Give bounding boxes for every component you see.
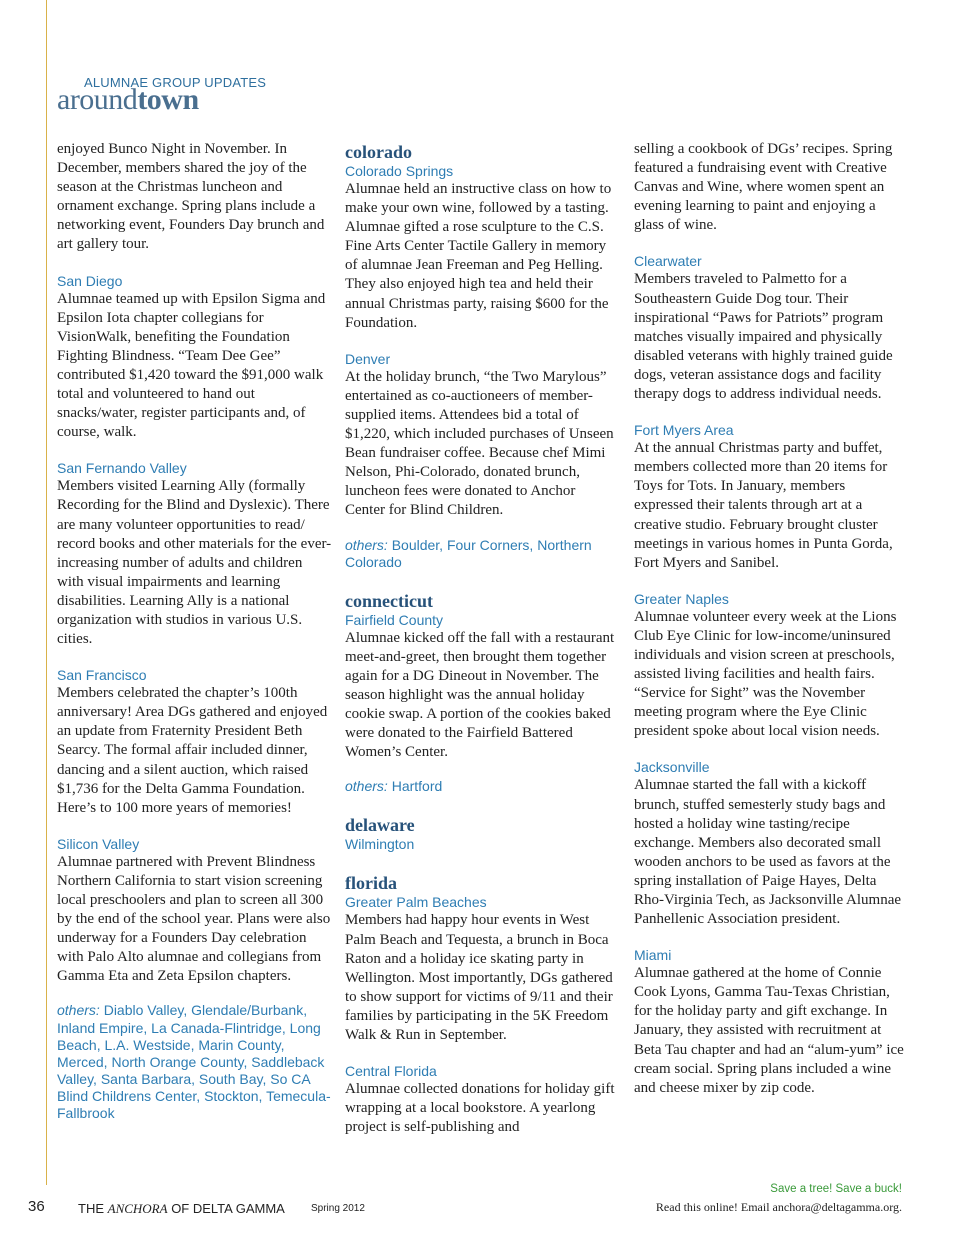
column-3 [634,140,906,1098]
others-list [57,1002,332,1122]
pub-pre: THE [78,1201,108,1216]
pub-post: OF DELTA GAMMA [167,1201,285,1216]
chapter-heading: Clearwater [634,253,702,270]
others-label: others: [345,536,388,553]
chapter-heading: Fort Myers Area [634,422,734,439]
chapter-text: Alumnae gathered at the home of Connie Cook Lyons, Gamma Tau-Texas Christian, for the holiday party and gift exchange. In January, they assisted with recruitment at Beta Tau chapter and had an “alum-yum” ice cream social. Spring plans included a wine and cheese mixer by zip code. [634,965,904,1096]
chapter-heading: Greater Naples [634,590,729,607]
chapter-text: Members had happy hour events in West Palm Beach and Tequesta, a brunch in Boca Raton and a holiday ice skating party in Wellington. Most importantly, DGs gathered to show support for victims of 9/11 and their families by participating in the 5K Freedom Walk & Run in September. [345,912,613,1043]
chapter-heading: Colorado Springs [345,163,454,179]
chapter-text: Members traveled to Palmetto for a Southeastern Guide Dog tour. Their inspirational “Paws for Patriots” program matches visually impaired and physically disabled veterans with highly trained guide dogs, veteran assistance dogs and facility therapy dogs to address individual needs. [634,271,893,403]
col1-intro: enjoyed Bunco Night in November. In December, members shared the joy of the season at the Christmas luncheon and ornament exchange. Spring plans include a networking event, Founders Day brunch and art gallery tour. [57,141,325,253]
others-text: Boulder, Four Corners, Northern Colorado [345,536,592,570]
title-bold: town [137,83,199,116]
chapter-text: Members celebrated the chapter’s 100th anniversary! Area DGs gathered and enjoyed an update from Fraternity President Beth Searcy. The formal affair included dinner, dancing and a silent auction, which raised $1,736 for the Delta Gamma Foundation. Here’s to 100 more years of memories! [57,685,328,816]
chapter-heading: Miami [634,947,672,964]
others-text: Diablo Valley, Glendale/Burbank, Inland Empire, La Canada-Flintridge, Long Beach, L.A. Westside, Marin County, Merced, North Orange County, Saddleback Valley, Santa Barbara, South Bay, So CA Blind Childrens Center, Stockton, Temecula-Fallbrook [57,1002,331,1122]
chapter-heading: Central Florida [345,1063,437,1080]
chapter-heading: Denver [345,350,391,367]
title-light: around [57,83,138,116]
state-heading-connecticut: connecticut [345,590,433,611]
section-kicker: ALUMNAE GROUP UPDATES [84,75,267,90]
chapter-text: Alumnae started the fall with a kickoff brunch, stuffed semesterly study bags and hosted a holiday wine tasting/recipe exchange. Members also decorated small wooden anchors to be used as favors at the spring installation of Paige Hayes, Delta Rho-Virginia Tech, as Jacksonville Alumnae Panhellenic Association president. [634,777,902,928]
read-online-note: Read this online! Email anchora@deltagamma.org. [655,1200,902,1214]
chapter-text: Alumnae kicked off the fall with a restaurant meet-and-greet, then brought them together again for a DG Dineout in November. The season highlight was the annual holiday cookie swap. A portion of the cookies baked were donated to the Fairfield Battered Women’s Center. [345,629,615,761]
chapter-heading: Greater Palm Beaches [345,894,487,911]
chapter-heading: San Francisco [57,667,147,684]
page-number: 36 [28,1198,45,1215]
chapter-heading: Jacksonville [634,759,710,776]
gold-rule [46,0,47,1185]
issue-date: Spring 2012 [311,1203,365,1214]
page-title [57,85,199,115]
column-1 [57,140,332,1122]
chapter-text: Alumnae volunteer every week at the Lions Club Eye Clinic for low-income/uninsured individuals and vision screen at preschools, assisted living facilities and health fairs. “Service for Sight” was the November meeting program where the Eye Clinic president spoke about local vision needs. [634,608,897,740]
save-tree-note: Save a tree! Save a buck! [770,1183,902,1195]
chapter-heading: San Diego [57,272,123,289]
chapter-heading: Fairfield County [345,611,444,628]
others-list [345,537,618,571]
col3-intro: selling a cookbook of DGs’ recipes. Spring featured a fundraising event with Creative Canvas and Wine, where women spent an evening learning to paint and enjoying a glass of wine. [634,141,893,234]
publication-name [78,1201,285,1217]
chapter-text: Alumnae collected donations for holiday gift wrapping at a local bookstore. A yearlong project is self-publishing and [345,1081,615,1136]
chapter-text: Alumnae partnered with Prevent Blindness Northern California to start vision screening local preschoolers and plan to screen all 300 by the end of the school year. Plans were also underway for a Founders Day celebration with Palo Alto alumnae and collegians from Gamma Eta and Zeta Epsilon chapters. [57,853,331,985]
others-text: Hartford [391,778,443,795]
chapter-text: Alumnae teamed up with Epsilon Sigma and Epsilon Iota chapter collegians for VisionWalk, benefiting the Foundation Fighting Blindness. “Team Dee Gee” contributed $1,420 toward the $91,000 walk total and volunteered to hand out snacks/water, register participants and, of course, walk. [57,290,326,441]
state-heading-delaware: delaware [345,815,415,836]
chapter-heading: Wilmington [345,836,415,853]
state-heading-florida: florida [345,873,397,894]
chapter-heading: Silicon Valley [57,835,140,852]
others-list [345,778,618,795]
pub-italic: ANCHORA [107,1201,168,1216]
chapter-text: Alumnae held an instructive class on how to make your own wine, followed by a tasting. Alumnae gifted a rose sculpture to the C.S. Fine Arts Center Tactile Gallery in memory of alumnae Jean Freeman and Peg Helling. They also enjoyed high tea and held their annual Christmas party, raising $600 for the Foundation. [345,181,612,331]
others-label: others: [57,1002,100,1019]
chapter-text: At the holiday brunch, “the Two Marylous” entertained as co-auctioneers of member-supplied items. Attendees bid a total of $1,220, which included purchases of Unseen Bean fundraiser coffee. Because chef Mimi Nelson, Phi-Colorado, donated brunch, luncheon fees were donated to Anchor Center for Blind Children. [345,368,614,519]
column-2 [345,140,618,1137]
chapter-heading: San Fernando Valley [57,460,187,477]
state-heading-colorado: colorado [345,142,412,162]
chapter-text: Members visited Learning Ally (formally Recording for the Blind and Dyslexic). There are many volunteer opportunities to read/ record books and other materials for the ever-increasing number of adults and children with visual impairments and learning disabilities. Learning Ally is a national organization with studios in various U.S. cities. [57,478,332,648]
others-label: others: [345,778,388,795]
chapter-text: At the annual Christmas party and buffet, members collected more than 20 items for Toys for Tots. In January, members expressed their talents through art at a creative studio. February brought cluster meetings in various homes in Punta Gorda, Fort Myers and Sanibel. [634,440,893,571]
